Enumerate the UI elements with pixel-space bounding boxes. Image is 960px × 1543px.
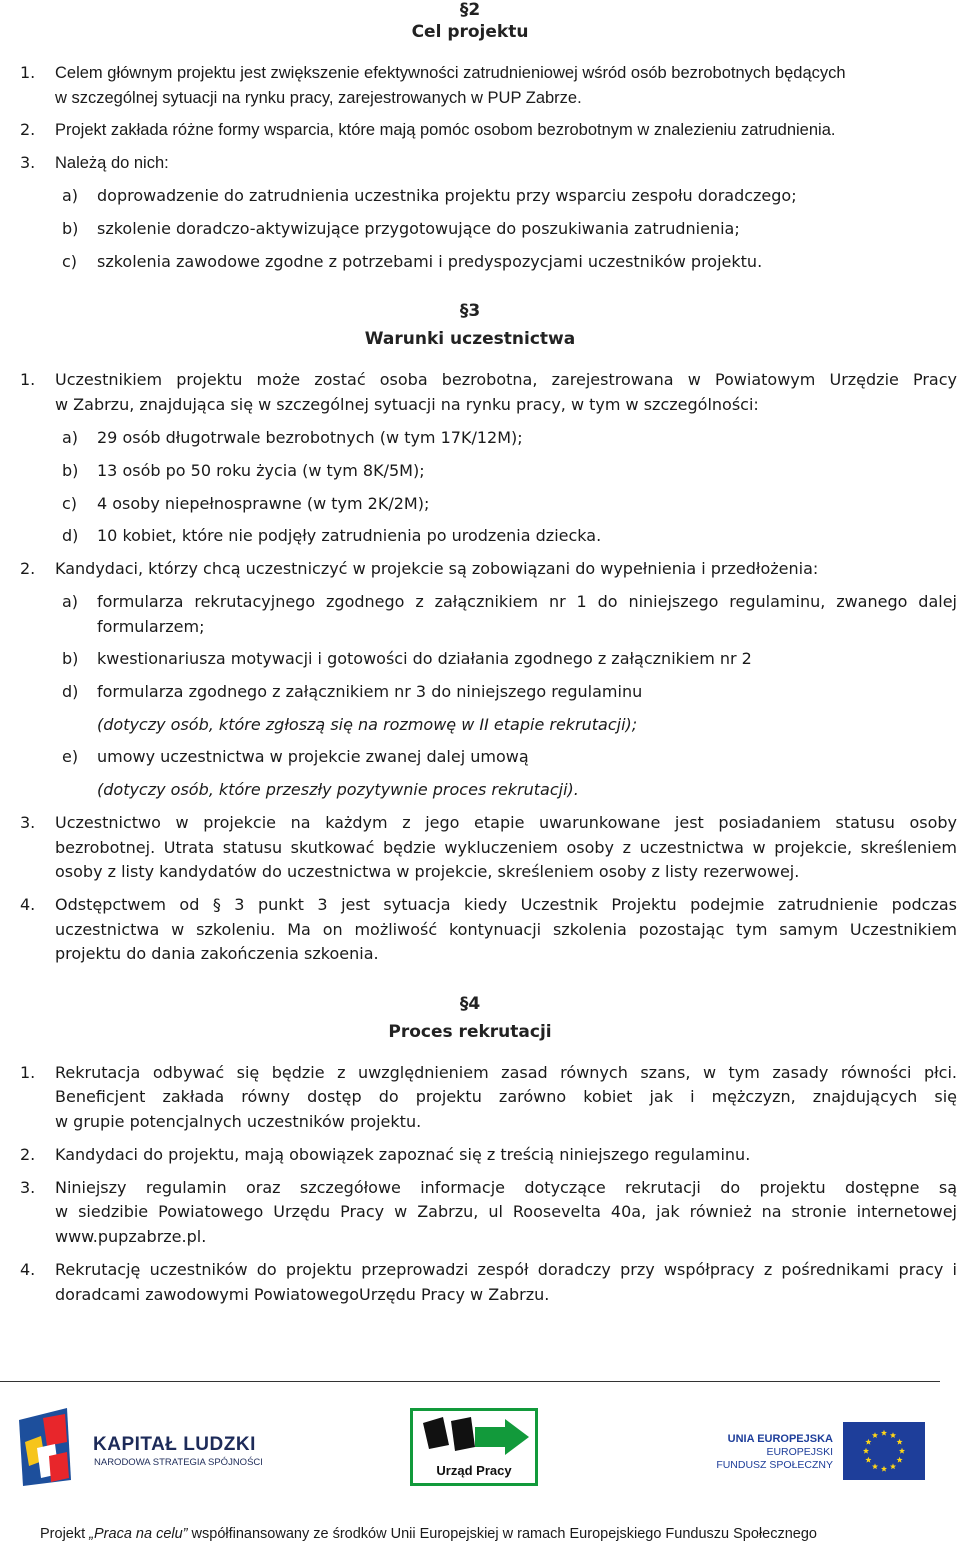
s3-item3-line3: osoby z listy kandydatów do uczestnictwa w projekcie, skreśleniem osoby z listy rezerwowej. [55,862,800,881]
list-marker: 4. [20,895,36,914]
s4-item3-line2: w siedzibie Powiatowego Urzędu Pracy w Zabrzu, ul Roosevelta 40a, jak również na stronie internetowej [55,1202,957,1221]
s3-item4-line2: uczestnictwa w szkoleniu. Ma on możliwość kontynuacji szkolenia pozostając tym samym Uczestnikiem [55,920,957,939]
list-marker: 2. [20,1145,36,1164]
footer-pre: Projekt [40,1526,90,1542]
ue-efs-logo [700,1420,925,1484]
urzad-pracy-label: Urząd Pracy [436,1463,512,1478]
s2-item1-line2: w szczególnej sytuacji na rynku pracy, zarejestrowanych w PUP Zabrze. [55,89,582,107]
section-2-title: Cel projektu [411,22,529,42]
s3-sub-c: 4 osoby niepełnosprawne (w tym 2K/2M); [97,494,430,513]
sub-marker: d) [62,682,79,701]
list-marker: 2. [20,559,36,578]
urzad-pracy-logo [410,1408,538,1486]
s2-item2: Projekt zakłada różne formy wsparcia, które mają pomóc osobom bezrobotnym w znalezieniu zatrudnienia. [55,121,836,139]
s3-item2: Kandydaci, którzy chcą uczestniczyć w projekcie są zobowiązani do wypełnienia i przedłożenia: [55,559,819,578]
list-marker: 2. [20,120,36,139]
s3-sub-d: 10 kobiet, które nie podjęły zatrudnienia po urodzenia dziecka. [97,526,602,545]
sub-marker: e) [62,747,79,766]
s3-item3-line2: bezrobotnej. Utrata statusu skutkować będzie wykluczeniem osoby z uczestnictwa w projekcie, skreśleniem [55,838,957,857]
s4-item4-line2: doradcami zawodowymi PowiatowegoUrzędu Pracy w Zabrzu. [55,1285,550,1304]
s3-sub-a: 29 osób długotrwale bezrobotnych (w tym 17K/12M); [97,428,523,447]
s3-item2-a-line1: formularza rekrutacyjnego zgodnego z załącznikiem nr 1 do niniejszego regulaminu, zwanego dalej [97,592,957,611]
sub-marker: a) [62,186,79,205]
sub-marker: a) [62,428,79,447]
ue-line1: UNIA EUROPEJSKA [727,1433,833,1445]
s2-item1-line1: Celem głównym projektu jest zwiększenie efektywności zatrudnieniowej wśród osób bezrobotnych będących [55,64,846,82]
s3-item2-a-line2: formularzem; [97,617,205,636]
kapital-ludzki-title: KAPITAŁ LUDZKI [93,1434,256,1455]
sub-marker: a) [62,592,79,611]
s4-item1-line3: w grupie potencjalnych uczestników projektu. [55,1112,422,1131]
s3-item2-b: kwestionariusza motywacji i gotowości do działania zgodnego z załącznikiem nr 2 [97,649,752,668]
section-3-title: Warunki uczestnictwa [364,329,576,349]
s3-item1-line1: Uczestnikiem projektu może zostać osoba bezrobotna, zarejestrowana w Powiatowym Urzędzie Pracy [55,370,957,389]
s4-item2: Kandydaci do projektu, mają obowiązek zapoznać się z treścią niniejszego regulaminu. [55,1145,751,1164]
s3-item4-line3: projektu do dania zakończenia szkoenia. [55,944,379,963]
s4-item1-line1: Rekrutacja odbywać się będzie z uwzględnieniem zasad równych szans, w tym zasady równości płci. [55,1063,957,1082]
list-marker: 3. [20,813,36,832]
list-marker: 1. [20,370,36,389]
sub-marker: d) [62,526,79,545]
s3-item3-line1: Uczestnictwo w projekcie na każdym z jego etapie uwarunkowane jest posiadaniem statusu osoby [55,813,957,832]
s4-item1-line2: Beneficjent zakłada równy dostęp do projektu zarówno kobiet jak i mężczyzn, znajdujących się [55,1087,957,1106]
s3-item4-line1: Odstępctwem od § 3 punkt 3 jest sytuacja kiedy Uczestnik Projektu podejmie zatrudnienie podczas [55,895,957,914]
s2-sub-a: doprowadzenie do zatrudnienia uczestnika projektu przy wsparciu zespołu doradczego; [97,186,797,205]
kapital-ludzki-logo [15,1408,315,1488]
s3-item2-d-note: (dotyczy osób, które zgłoszą się na rozmowę w II etapie rekrutacji); [97,715,638,734]
s3-item2-d: formularza zgodnego z załącznikiem nr 3 do niniejszego regulaminu [97,682,643,701]
sub-marker: b) [62,649,79,668]
sub-marker: b) [62,219,79,238]
list-marker: 1. [20,63,36,82]
section-3-number: §3 [459,301,481,321]
list-marker: 3. [20,153,36,172]
list-marker: 4. [20,1260,36,1279]
sub-marker: c) [62,252,78,271]
s4-item3-line1: Niniejszy regulamin oraz szczegółowe informacje dotyczące rekrutacji do projektu dostępne są [55,1178,957,1197]
urzad-pracy-arrows-icon [413,1413,535,1463]
s3-item2-e: umowy uczestnictwa w projekcie zwanej dalej umową [97,747,529,766]
ue-line2: EUROPEJSKI [766,1446,833,1458]
s3-item2-e-note: (dotyczy osób, które przeszły pozytywnie proces rekrutacji). [97,780,579,799]
footer-text [40,1525,920,1543]
kapital-ludzki-subtitle: NARODOWA STRATEGIA SPÓJNOŚCI [94,1457,263,1468]
s3-item1-line2: w Zabrzu, znajdująca się w szczególnej sytuacji na rynku pracy, w tym w szczególności: [55,395,759,414]
section-4-number: §4 [459,994,481,1014]
sub-marker: b) [62,461,79,480]
footer-divider [0,1381,940,1382]
sub-marker: c) [62,494,78,513]
footer-post: współfinansowany ze środków Unii Europejskiej w ramach Europejskiego Funduszu Społecznego [187,1526,817,1542]
eu-flag-icon [843,1422,925,1480]
list-marker: 1. [20,1063,36,1082]
s3-sub-b: 13 osób po 50 roku życia (w tym 8K/5M); [97,461,425,480]
s2-sub-b: szkolenie doradczo-aktywizujące przygotowujące do poszukiwania zatrudnienia; [97,219,740,238]
s2-sub-c: szkolenia zawodowe zgodne z potrzebami i predyspozycjami uczestników projektu. [97,252,763,271]
s2-item3: Należą do nich: [55,154,169,172]
s4-item3-line3: www.pupzabrze.pl. [55,1227,207,1246]
s4-item4-line1: Rekrutację uczestników do projektu przeprowadzi zespół doradczy przy współpracy z pośrednikami pracy i [55,1260,957,1279]
footer-project-name: „Praca na celu” [89,1526,188,1542]
list-marker: 3. [20,1178,36,1197]
section-2-number: §2 [459,0,481,20]
ue-text-block [716,1432,833,1472]
ue-line3: FUNDUSZ SPOŁECZNY [716,1459,833,1471]
section-4-title: Proces rekrutacji [388,1022,552,1042]
